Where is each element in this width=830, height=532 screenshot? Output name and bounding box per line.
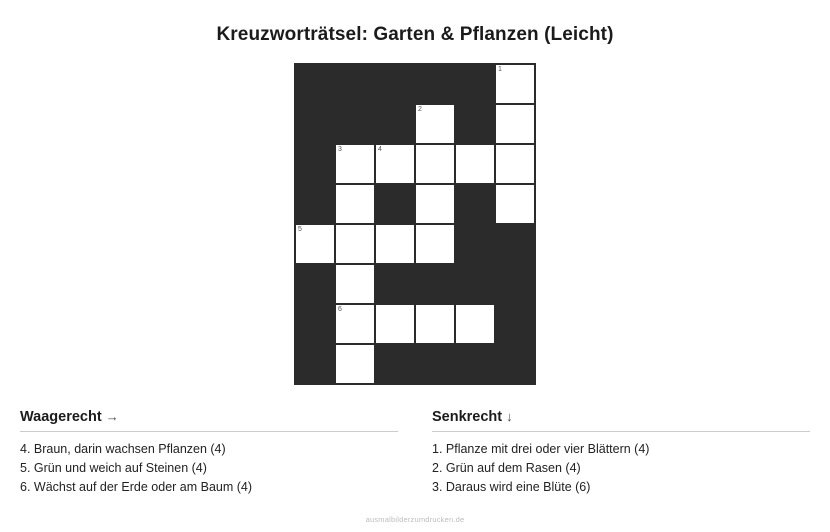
page-title: Kreuzworträtsel: Garten & Pflanzen (Leicht)	[216, 24, 614, 45]
crossword-cell[interactable]	[375, 304, 415, 344]
down-clue-item: 1. Pflanze mit drei oder vier Blättern (4)	[432, 442, 650, 456]
crossword-block	[295, 304, 335, 344]
crossword-cell[interactable]	[455, 144, 495, 184]
crossword-block	[335, 104, 375, 144]
crossword-block	[375, 344, 415, 384]
down-arrow-icon: ↓	[506, 409, 513, 424]
across-heading-label: Waagerecht	[20, 409, 102, 425]
crossword-block	[455, 104, 495, 144]
crossword-grid-container	[0, 63, 830, 385]
crossword-cell[interactable]	[415, 184, 455, 224]
crossword-cell[interactable]	[295, 224, 335, 264]
crossword-cell[interactable]	[375, 144, 415, 184]
down-clue-item: 2. Grün auf dem Rasen (4)	[432, 461, 581, 475]
across-clues-column	[20, 409, 398, 497]
cell-number: 6	[338, 306, 342, 313]
crossword-cell[interactable]	[375, 224, 415, 264]
crossword-block	[295, 264, 335, 304]
crossword-block	[495, 304, 535, 344]
across-arrow-icon: →	[105, 409, 119, 424]
crossword-block	[455, 344, 495, 384]
crossword-block	[455, 184, 495, 224]
crossword-cell[interactable]	[335, 344, 375, 384]
crossword-cell[interactable]	[455, 304, 495, 344]
across-heading	[20, 409, 398, 432]
down-heading	[432, 409, 810, 432]
crossword-block	[295, 104, 335, 144]
crossword-block	[375, 184, 415, 224]
footer-watermark: ausmalbilderzumdrucken.de	[365, 515, 465, 524]
crossword-block	[295, 144, 335, 184]
cell-number: 2	[418, 106, 422, 113]
cell-number: 1	[498, 66, 502, 73]
crossword-block	[295, 64, 335, 104]
crossword-cell[interactable]	[495, 104, 535, 144]
crossword-block	[375, 104, 415, 144]
crossword-block	[295, 344, 335, 384]
crossword-cell[interactable]	[415, 224, 455, 264]
crossword-block	[495, 264, 535, 304]
crossword-block	[415, 344, 455, 384]
crossword-block	[455, 224, 495, 264]
crossword-cell[interactable]	[335, 224, 375, 264]
cell-number: 5	[298, 226, 302, 233]
crossword-cell[interactable]	[335, 264, 375, 304]
crossword-cell[interactable]	[335, 184, 375, 224]
crossword-block	[495, 344, 535, 384]
down-clues-column	[432, 409, 810, 497]
crossword-block	[335, 64, 375, 104]
down-heading-label: Senkrecht	[432, 409, 503, 425]
crossword-cell[interactable]	[495, 144, 535, 184]
crossword-block	[415, 64, 455, 104]
cell-number: 4	[378, 146, 382, 153]
crossword-block	[495, 224, 535, 264]
crossword-cell[interactable]	[495, 184, 535, 224]
across-clue-item: 6. Wächst auf der Erde oder am Baum (4)	[20, 480, 253, 494]
cell-number: 3	[338, 146, 342, 153]
crossword-block	[455, 64, 495, 104]
across-clue-item: 5. Grün und weich auf Steinen (4)	[20, 461, 207, 475]
crossword-cell[interactable]	[335, 144, 375, 184]
crossword-cell[interactable]	[415, 144, 455, 184]
down-clue-item: 3. Daraus wird eine Blüte (6)	[432, 480, 591, 494]
crossword-block	[455, 264, 495, 304]
crossword-cell[interactable]	[415, 304, 455, 344]
crossword-block	[295, 184, 335, 224]
crossword-block	[415, 264, 455, 304]
crossword-cell[interactable]	[335, 304, 375, 344]
crossword-block	[375, 64, 415, 104]
clues-section	[20, 409, 810, 497]
across-clue-item: 4. Braun, darin wachsen Pflanzen (4)	[20, 442, 226, 456]
crossword-cell[interactable]	[495, 64, 535, 104]
crossword-block	[375, 264, 415, 304]
crossword-cell[interactable]	[415, 104, 455, 144]
crossword-grid	[294, 63, 536, 385]
